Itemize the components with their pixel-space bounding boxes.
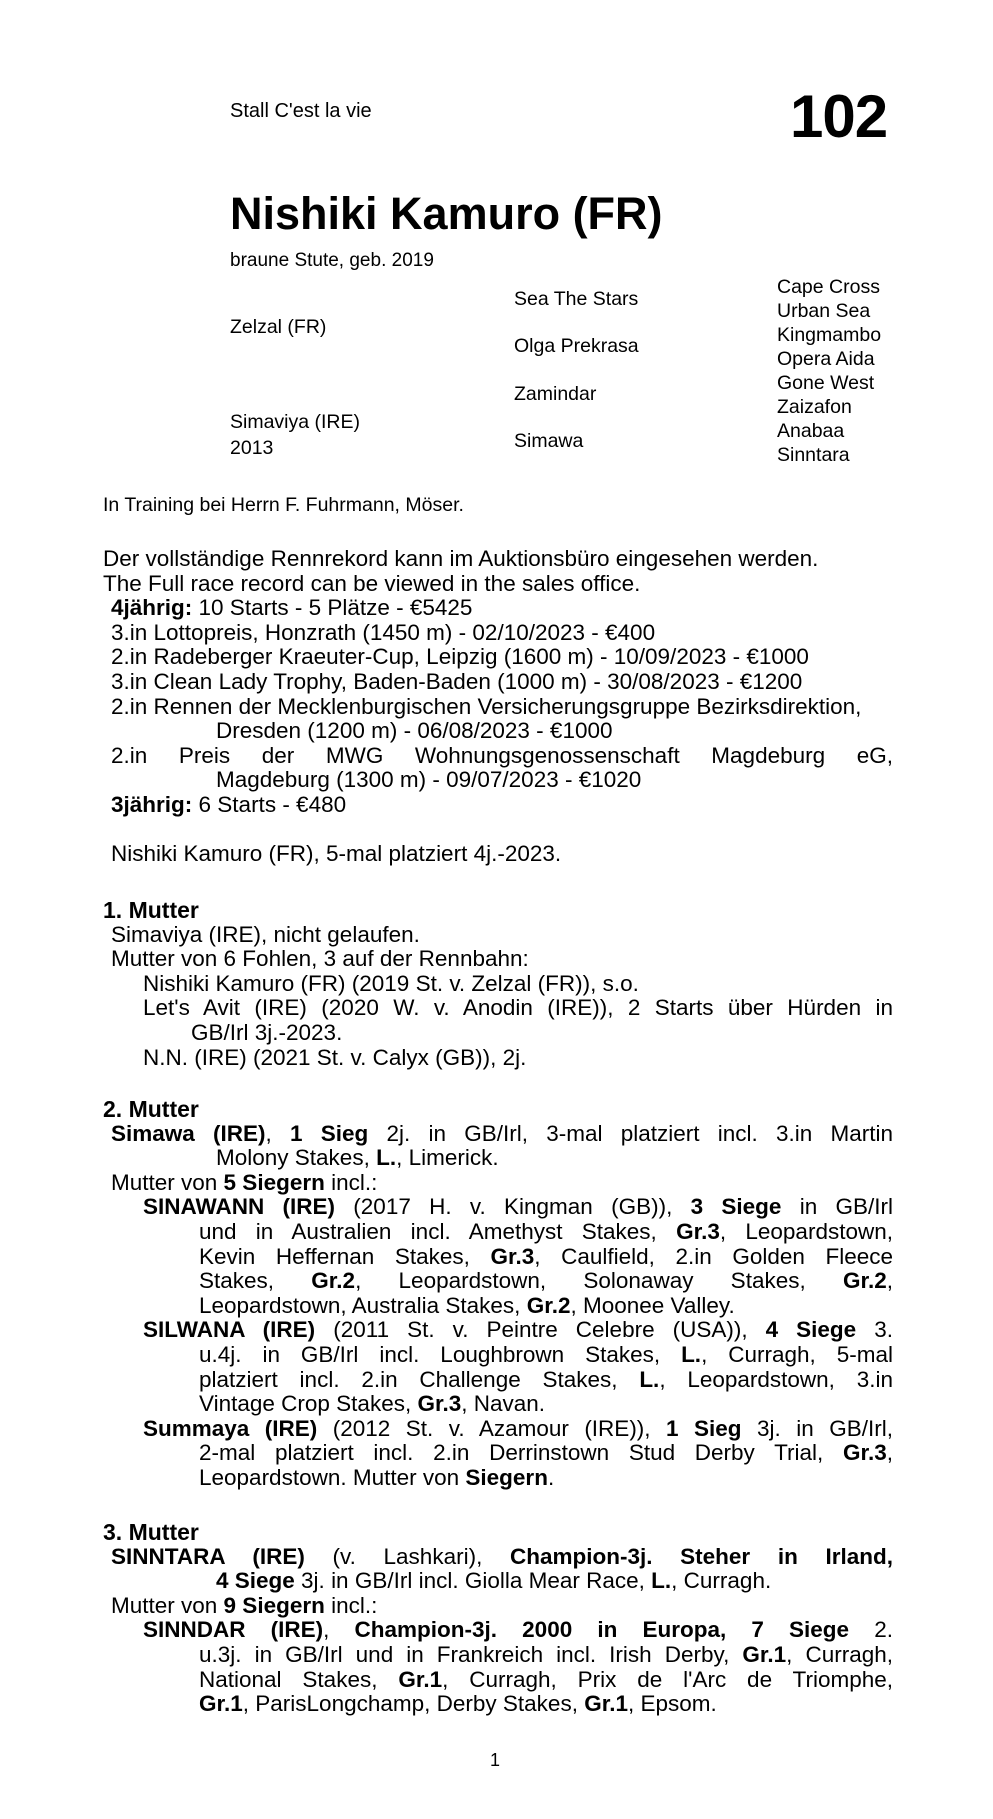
- race-record: [103, 547, 893, 866]
- offspring-cont: [103, 1441, 893, 1466]
- wins: 4 Siege: [216, 1568, 295, 1594]
- text: 3j. in GB/Irl,: [741, 1415, 893, 1441]
- race-result: 3.in Lottopreis, Honzrath (1450 m) - 02/10/2023 - €400: [111, 619, 656, 645]
- dam1-offspring: Let's Avit (IRE) (2020 W. v. Anodin (IRE)), 2 Starts über Hürden in: [143, 995, 893, 1021]
- grade: Gr.1: [398, 1666, 443, 1692]
- pedigree-dam-year: 2013: [230, 437, 274, 459]
- dam1-offspring: N.N. (IRE) (2021 St. v. Calyx (GB)), 2j.: [143, 1044, 527, 1070]
- text: Leopardstown, Australia Stakes,: [199, 1292, 527, 1318]
- grade: Gr.2: [842, 1268, 887, 1294]
- winners: 9 Siegern: [223, 1592, 325, 1618]
- pedigree-gen3: Sinntara: [777, 444, 850, 466]
- dam2-name: Simawa (IRE): [111, 1120, 266, 1146]
- offspring-name: SILWANA (IRE): [143, 1317, 316, 1343]
- dam2-produce: [103, 1171, 893, 1196]
- grade: L.: [681, 1341, 702, 1367]
- dam1-section: [103, 898, 893, 1070]
- dam3-name: SINNTARA (IRE): [111, 1543, 305, 1569]
- text: 3.: [856, 1317, 893, 1343]
- grade: Gr.1: [199, 1691, 243, 1717]
- dam3-heading: 3. Mutter: [103, 1519, 199, 1545]
- championship: Champion-3j. Steher in Irland,: [509, 1543, 893, 1569]
- text: National Stakes,: [199, 1666, 399, 1692]
- grade: Gr.1: [584, 1691, 628, 1717]
- dam3-section: [103, 1520, 893, 1717]
- wins: 1 Sieg: [666, 1415, 742, 1441]
- wins: 4 Siege: [765, 1317, 857, 1343]
- grade: Gr.3: [490, 1243, 535, 1269]
- training-note: In Training bei Herrn F. Fuhrmann, Möser.: [103, 494, 464, 516]
- championship: Champion-3j. 2000 in Europa, 7 Siege: [354, 1617, 850, 1643]
- offspring-cont: [103, 1294, 893, 1319]
- text: ,: [323, 1617, 355, 1643]
- text: Mutter von: [111, 1592, 224, 1618]
- record-note-de: Der vollständige Rennrekord kann im Auktionsbüro eingesehen werden.: [103, 546, 819, 571]
- race-result: 3.in Clean Lady Trophy, Baden-Baden (1000 m) - 30/08/2023 - €1200: [111, 668, 803, 694]
- dam1-offspring: Nishiki Kamuro (FR) (2019 St. v. Zelzal (FR)), s.o.: [143, 970, 639, 996]
- offspring-cont: [103, 1343, 893, 1368]
- dam3-line: [103, 1545, 893, 1570]
- dam1-offspring-cont: GB/Irl 3j.-2023.: [191, 1019, 343, 1045]
- offspring-cont: [103, 1668, 893, 1693]
- text: incl.:: [324, 1169, 378, 1195]
- dam1-heading: 1. Mutter: [103, 897, 199, 923]
- text: in GB/Irl: [781, 1194, 894, 1220]
- offspring-entry: [103, 1417, 893, 1442]
- text: , Curragh,: [786, 1641, 893, 1667]
- winners: Siegern: [465, 1464, 548, 1490]
- winners: 5 Siegern: [223, 1169, 325, 1195]
- grade: L.: [651, 1568, 672, 1594]
- text: (v. Lashkari),: [304, 1543, 510, 1569]
- text: 2-mal platziert incl. 2.in Derrinstown Stud Derby Trial,: [199, 1440, 843, 1466]
- offspring-name: SINAWANN (IRE): [143, 1194, 336, 1220]
- offspring-name: SINNDAR (IRE): [143, 1617, 324, 1643]
- horse-description: braune Stute, geb. 2019: [230, 250, 434, 271]
- pedigree-dam: Simaviya (IRE): [230, 411, 361, 433]
- race-result-cont: Dresden (1200 m) - 06/08/2023 - €1000: [216, 718, 613, 744]
- text: 2.: [849, 1617, 893, 1643]
- text: ,: [886, 1440, 893, 1466]
- age4-summary: [103, 596, 893, 621]
- race-result: 2.in Radeberger Kraeuter-Cup, Leipzig (1600 m) - 10/09/2023 - €1000: [111, 644, 809, 670]
- dam3-produce: [103, 1594, 893, 1619]
- dam2-section: [103, 1097, 893, 1491]
- text: Stakes,: [199, 1268, 312, 1294]
- text: (2012 St. v. Azamour (IRE)),: [317, 1415, 667, 1441]
- pedigree-gen3: Cape Cross: [777, 276, 880, 298]
- offspring-entry: [103, 1318, 893, 1343]
- age4-text: 10 Starts - 5 Plätze - €5425: [192, 595, 473, 621]
- text: , Caulfield, 2.in Golden Fleece: [534, 1243, 894, 1269]
- text: , Leopardstown, Solonaway Stakes,: [355, 1268, 843, 1294]
- record-note-en: The Full race record can be viewed in the sales office.: [103, 570, 641, 596]
- offspring-entry: [103, 1618, 893, 1643]
- race-result: 2.in Preis der MWG Wohnungsgenossenschaft Magdeburg eG,: [111, 742, 893, 768]
- text: , ParisLongchamp, Derby Stakes,: [242, 1691, 585, 1717]
- pedigree-gen3: Anabaa: [777, 420, 845, 442]
- dam2-line-cont: [103, 1146, 893, 1171]
- horse-name: Nishiki Kamuro (FR): [230, 188, 663, 239]
- page-number: 1: [490, 1750, 501, 1770]
- dam1-line: Mutter von 6 Fohlen, 3 auf der Rennbahn:: [111, 946, 529, 972]
- grade: L.: [639, 1366, 660, 1392]
- pedigree-sire: Zelzal (FR): [230, 316, 327, 338]
- wins: 1 Sieg: [290, 1120, 369, 1146]
- text: , Limerick.: [396, 1145, 499, 1171]
- pedigree-gen3: Urban Sea: [777, 300, 871, 322]
- text: Leopardstown. Mutter von: [199, 1464, 466, 1490]
- dam2-line: [103, 1122, 893, 1147]
- text: , Epsom.: [627, 1691, 717, 1717]
- offspring-name: Summaya (IRE): [143, 1415, 318, 1441]
- offspring-cont: [103, 1245, 893, 1270]
- race-result: 2.in Rennen der Mecklenburgischen Versicherungsgruppe Bezirksdirektion,: [111, 693, 862, 719]
- text: Vintage Crop Stakes,: [199, 1391, 418, 1417]
- lot-number: 102: [790, 83, 888, 150]
- age3-text: 6 Starts - €480: [192, 791, 347, 817]
- dam1-line: Simaviya (IRE), nicht gelaufen.: [111, 921, 420, 947]
- text: , Curragh.: [671, 1568, 772, 1594]
- text: und in Australien incl. Amethyst Stakes,: [199, 1218, 677, 1244]
- text: .: [547, 1464, 555, 1490]
- offspring-cont: [103, 1466, 893, 1491]
- record-summary: Nishiki Kamuro (FR), 5-mal platziert 4j.-2023.: [111, 840, 562, 866]
- offspring-cont: [103, 1220, 893, 1245]
- text: , Navan.: [461, 1391, 546, 1417]
- offspring-cont: [103, 1368, 893, 1393]
- age3-summary: [103, 793, 893, 818]
- text: , Moonee Valley.: [570, 1292, 735, 1318]
- pedigree-gen3: Zaizafon: [777, 396, 852, 418]
- text: , Leopardstown,: [719, 1218, 893, 1244]
- age3-label: 3jährig:: [111, 791, 193, 817]
- dam2-heading: 2. Mutter: [103, 1096, 199, 1122]
- text: Molony Stakes,: [216, 1145, 377, 1171]
- text: u.3j. in GB/Irl und in Frankreich incl. Irish Derby,: [199, 1641, 743, 1667]
- text: , Curragh, Prix de l'Arc de Triomphe,: [442, 1666, 893, 1692]
- pedigree-gen3: Kingmambo: [777, 324, 882, 346]
- pedigree-gen2: Olga Prekrasa: [514, 335, 639, 357]
- pedigree-gen2: Simawa: [514, 430, 584, 452]
- text: ,: [886, 1268, 894, 1294]
- grade: L.: [376, 1145, 397, 1171]
- pedigree-gen3: Opera Aida: [777, 348, 875, 370]
- text: platziert incl. 2.in Challenge Stakes,: [199, 1366, 640, 1392]
- age4-label: 4jährig:: [111, 595, 193, 621]
- stall-name: Stall C'est la vie: [230, 100, 372, 122]
- grade: Gr.2: [311, 1268, 356, 1294]
- pedigree-gen2: Zamindar: [514, 383, 597, 405]
- grade: Gr.3: [842, 1440, 887, 1466]
- text: ,: [265, 1120, 290, 1146]
- text: (2011 St. v. Peintre Celebre (USA)),: [315, 1317, 766, 1343]
- dam3-line-cont: [103, 1569, 893, 1594]
- offspring-cont: [103, 1643, 893, 1668]
- text: Mutter von: [111, 1169, 224, 1195]
- offspring-cont: [103, 1692, 893, 1717]
- race-result-cont: Magdeburg (1300 m) - 09/07/2023 - €1020: [216, 767, 642, 793]
- text: incl.:: [324, 1592, 378, 1618]
- text: u.4j. in GB/Irl incl. Loughbrown Stakes,: [199, 1341, 682, 1367]
- grade: Gr.3: [417, 1391, 462, 1417]
- offspring-cont: [103, 1392, 893, 1417]
- text: (2017 H. v. Kingman (GB)),: [335, 1194, 691, 1220]
- pedigree-gen2: Sea The Stars: [514, 288, 639, 310]
- text: 2j. in GB/Irl, 3-mal platziert incl. 3.in Martin: [368, 1120, 893, 1146]
- text: Kevin Heffernan Stakes,: [199, 1243, 491, 1269]
- grade: Gr.1: [742, 1641, 787, 1667]
- offspring-cont: [103, 1269, 893, 1294]
- grade: Gr.2: [526, 1292, 571, 1318]
- text: 3j. in GB/Irl incl. Giolla Mear Race,: [294, 1568, 652, 1594]
- text: , Leopardstown, 3.in: [659, 1366, 893, 1392]
- offspring-entry: [103, 1195, 893, 1220]
- wins: 3 Siege: [690, 1194, 782, 1220]
- text: , Curragh, 5-mal: [701, 1341, 893, 1367]
- pedigree-gen3: Gone West: [777, 372, 875, 394]
- grade: Gr.3: [676, 1218, 720, 1244]
